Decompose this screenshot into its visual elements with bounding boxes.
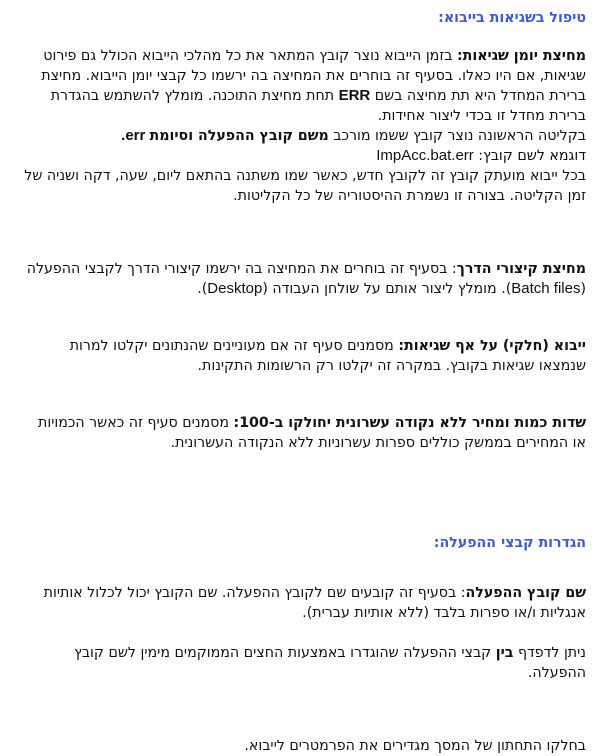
batch-name-section — [21, 583, 586, 623]
example-file-name: ImpAcc.bat.err — [376, 147, 474, 164]
shortcuts-folder-text-1: : בסעיף זה בוחרים את המחיצה בה ירשמו קיצורי הדרך לקבצי ההפעלה ( — [26, 261, 586, 297]
partial-import-text: מסמנים סעיף זה אם מעוניינים שהנתונים יקלטו למרות שנמצאו שגיאות בקובץ. במקרה זה יקלטו רק הרשומות התקינות. — [69, 338, 586, 374]
error-log-folder-section — [21, 46, 586, 206]
first-import-bold: משם קובץ ההפעלה וסיומת — [149, 128, 329, 144]
example-line — [21, 146, 586, 166]
browse-note-paragraph — [21, 643, 586, 683]
partial-import-label: ייבוא (חלקי) על אף שגיאות: — [398, 338, 586, 354]
batch-name-text: : בסעיף זה קובעים שם לקובץ ההפעלה. שם הקובץ יכול לכלול אותיות אנגליות ו/או ספרות בלבד (ללא אותיות עברית). — [43, 585, 586, 621]
shortcuts-folder-text-3: ). — [197, 281, 208, 297]
example-label: דוגמא לשם קובץ: — [473, 148, 586, 164]
browse-note-bold: בין — [495, 645, 514, 661]
shortcuts-folder-text-2: ). מומלץ ליצור אותם על שולחן העבודה ( — [262, 281, 512, 297]
desktop-term: Desktop — [207, 280, 263, 297]
decimal-fields-text: מסמנים סעיף זה כאשר הכמויות או המחירים בממשק כוללים ספרות עשרוניות ללא הנקודה העשרונית. — [38, 415, 586, 451]
decimal-fields-section — [21, 413, 586, 453]
partial-import-paragraph — [21, 336, 586, 376]
error-log-folder-text-1: בזמן הייבוא נוצר קובץ המתאר את כל מהלכי הייבוא הכולל גם פירוט שגיאות, אם היו כאלו. בסעיף זה בוחרים את המחיצה בה ירשמו כל קבצי יומן הייבוא. מחיצת ברירת המחדל היא תת מחיצה בשם — [41, 48, 586, 104]
partial-import-section — [21, 336, 586, 376]
batch-name-paragraph — [21, 583, 586, 623]
batch-files-term: Batch files — [511, 280, 581, 297]
footer-note: בחלקו התחתון של המסך מגדירים את הפרמטרים לייבוא. — [244, 738, 586, 754]
history-paragraph: בכל ייבוא מועתק קובץ זה לקובץ חדש, כאשר שמו משתנה בהתאם ליום, שעה, דקה ושניה של זמן הקליטה. בצורה זו נשמרת ההיסטוריה של כל הקליטות. — [24, 168, 586, 204]
err-folder-name: ERR — [338, 87, 371, 104]
section-heading-batch-settings: הגדרות קבצי ההפעלה: — [433, 535, 586, 551]
browse-note-text-2: קבצי ההפעלה שהוגדרו באמצעות החצים הממוקמים מימין לשם קובץ ההפעלה. — [74, 645, 586, 681]
err-extension: err. — [121, 127, 150, 144]
error-log-folder-paragraph — [21, 46, 586, 126]
first-import-text: בקליטה הראשונה נוצר קובץ ששמו מורכב — [328, 128, 586, 144]
browse-note-section — [21, 643, 586, 683]
decimal-fields-label: שדות כמות ומחיר ללא נקודה עשרונית יחולקו ב-100: — [233, 415, 586, 431]
first-import-line — [21, 126, 586, 146]
batch-name-label: שם קובץ ההפעלה — [465, 585, 586, 601]
error-log-folder-text-2: תחת מחיצת התוכנה. מומלץ להשתמש בהגדרת ברירת מחדל זו בכדי ליצור אחידות. — [50, 88, 586, 124]
error-log-folder-label: מחיצת יומן שגיאות: — [456, 48, 586, 64]
shortcuts-folder-paragraph — [21, 259, 586, 299]
browse-note-text-1: ניתן לדפדף — [513, 645, 586, 661]
section-heading-import-errors: טיפול בשגיאות בייבוא: — [438, 10, 586, 26]
decimal-fields-paragraph — [21, 413, 586, 453]
shortcuts-folder-label: מחיצת קיצורי הדרך — [456, 261, 586, 277]
shortcuts-folder-section — [21, 259, 586, 299]
